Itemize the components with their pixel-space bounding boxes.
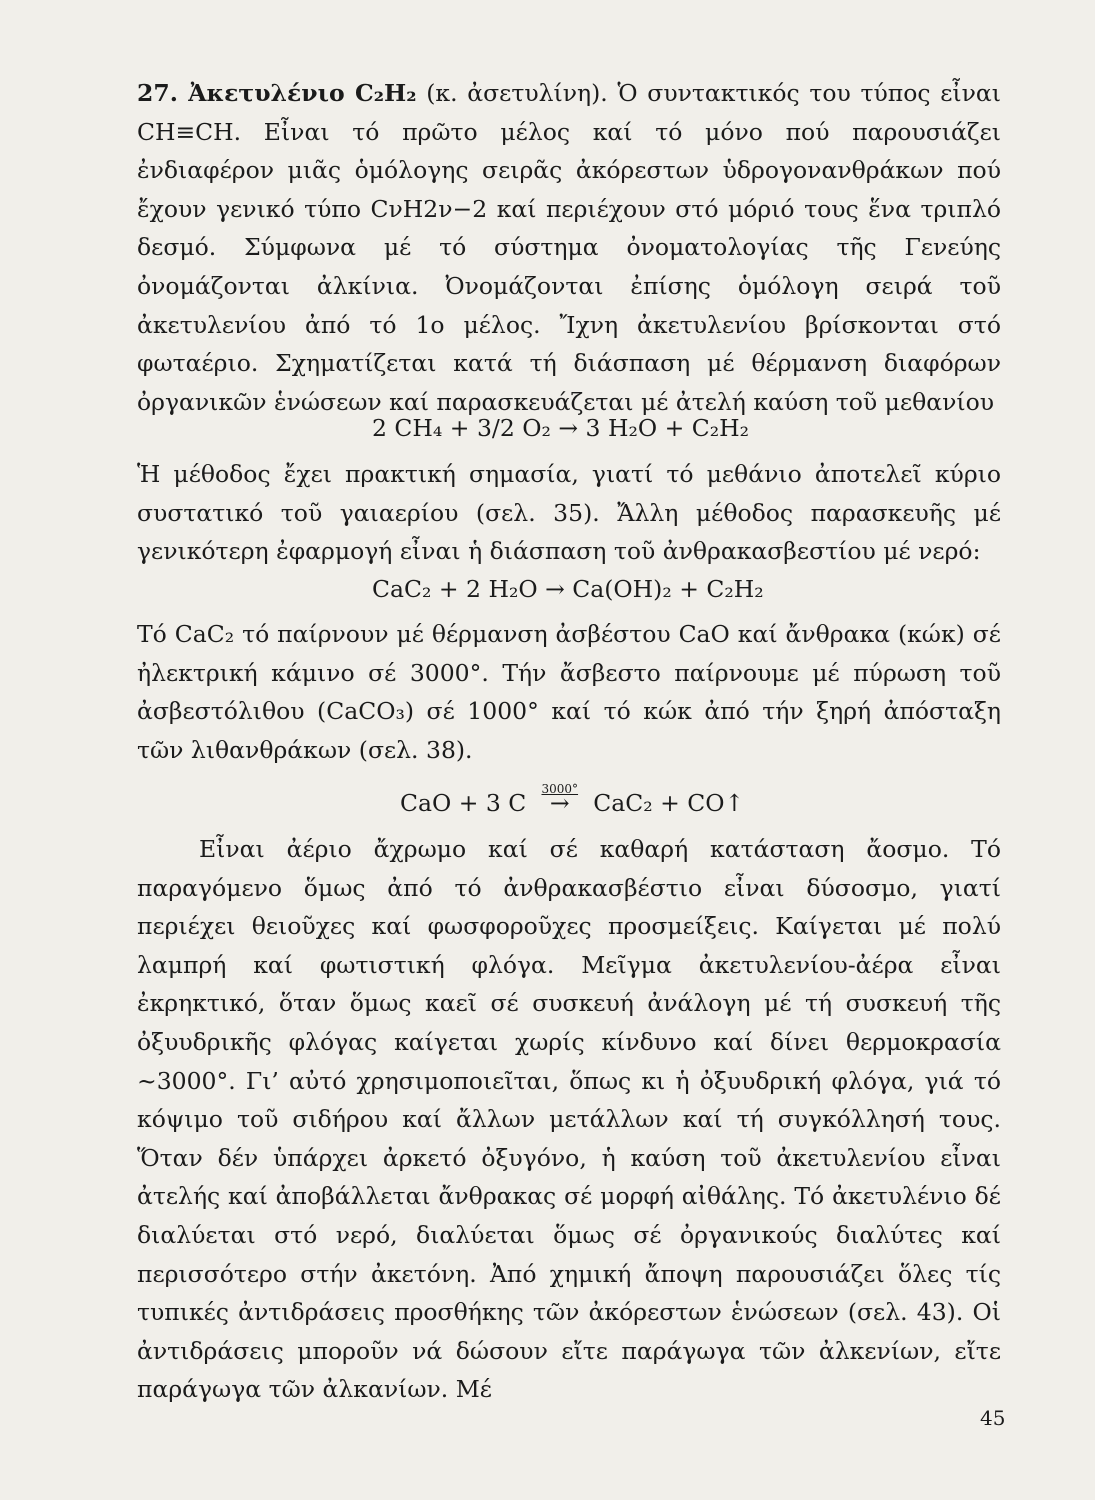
equation-right-side: CaC₂ + CO↑ xyxy=(593,789,745,817)
paragraph-1: (κ. ἀσετυλίνη). Ὁ συντακτικός του τύπος εἶναι CH≡CH. Εἶναι τό πρῶτο μέλος καί τό μόνο πού παρουσιάζει ἐνδιαφέρον μιᾶς ὁμόλογης σειρᾶς ἀκόρεστων ὑδρογονανθράκων πού ἔχουν γενικό τύπο CνH2ν−2 καί περιέχουν στό μόριό τους ἕνα τριπλό δεσμό. Σύμφωνα μέ τό σύστημα ὀνοματολογίας τῆς Γενεύης ὀνομάζονται ἀλκίνια. Ὀνομάζονται ἐπίσης ὁμόλογη σειρά τοῦ ἀκετυλενίου ἀπό τό 1ο μέλος. Ἴχνη ἀκετυλενίου βρίσκονται στό φωταέριο. Σχηματίζεται κατά τή διάσπαση μέ θέρμανση διαφόρων ὀργανικῶν ἑνώσεων καί παρασκευάζεται μέ ἀτελή καύση τοῦ μεθανίου xyxy=(137,79,1001,416)
paragraph-properties xyxy=(137,830,1001,1409)
paragraph-carbide xyxy=(137,615,1001,769)
paragraph-3: Τό CaC₂ τό παίρνουν μέ θέρμανση ἀσβέστου CaO καί ἄνθρακα (κώκ) σέ ἠλεκτρική κάμινο σέ 3000°. Τήν ἄσβεστο παίρνουμε μέ πύρωση τοῦ ἀσβεστόλιθου (CaCO₃) σέ 1000° καί τό κώκ ἀπό τήν ξηρή ἀπόσταξη τῶν λιθανθράκων (σελ. 38). xyxy=(137,620,1001,764)
reaction-condition: 3000° xyxy=(541,782,579,796)
paragraph-4: Εἶναι ἀέριο ἄχρωμο καί σέ καθαρή κατάσταση ἄοσμο. Τό παραγόμενο ὅμως ἀπό τό ἀνθρακασβέστιο εἶναι δύσοσμο, γιατί περιέχει θειοῦχες καί φωσφοροῦχες προσμείξεις. Καίγεται μέ πολύ λαμπρή καί φωτιστική φλόγα. Μεῖγμα ἀκετυλενίου-ἀέρα εἶναι ἐκρηκτικό, ὅταν ὅμως καεῖ σέ συσκευή ἀνάλογη μέ τή συσκευή τῆς ὀξυυδρικῆς φλόγας καίγεται χωρίς κίνδυνο καί δίνει θερμοκρασία ~3000°. Γι’ αὐτό χρησιμοποιεῖται, ὅπως κι ἡ ὀξυυδρική φλόγα, γιά τό κόψιμο τοῦ σιδήρου καί ἄλλων μετάλλων καί τή συγκόλλησή τους. Ὅταν δέν ὑπάρχει ἀρκετό ὀξυγόνο, ἡ καύση τοῦ ἀκετυλενίου εἶναι ἀτελής καί ἀποβάλλεται ἄνθρακας σέ μορφή αἰθάλης. Τό ἀκετυλένιο δέ διαλύεται στό νερό, διαλύεται ὅμως σέ ὀργανικούς διαλύτες καί περισσότερο στήν ἀκετόνη. Ἀπό χημική ἄποψη παρουσιάζει ὅλες τίς τυπικές ἀντιδράσεις προσθήκης τῶν ἀκόρεστων ἑνώσεων (σελ. 43). Οἱ ἀντιδράσεις μποροῦν νά δώσουν εἴτε παράγωγα τῶν ἀλκενίων, εἴτε παράγωγα τῶν ἀλκανίων. Μέ xyxy=(137,835,1001,1404)
paragraph-intro xyxy=(137,74,1001,421)
paragraph-method xyxy=(137,455,1001,571)
page-number: 45 xyxy=(980,1406,1006,1430)
section-heading: 27. Ἀκετυλένιο C₂H₂ xyxy=(137,79,417,107)
paragraph-2: Ἡ μέθοδος ἔχει πρακτική σημασία, γιατί τό μεθάνιο ἀποτελεῖ κύριο συστατικό τοῦ γαιαερίου (σελ. 35). Ἄλλη μέθοδος παρασκευῆς μέ γενικότερη ἐφαρμογή εἶναι ἡ διάσπαση τοῦ ἀνθρακασβεστίου μέ νερό: xyxy=(137,460,1001,566)
reaction-arrow: 3000° → xyxy=(534,788,586,818)
equation-carbide-hydrolysis: CaC₂ + 2 H₂O → Ca(OH)₂ + C₂H₂ xyxy=(372,575,764,603)
equation-carbide-formation xyxy=(400,782,745,818)
equation-left-side: CaO + 3 C xyxy=(400,789,527,817)
equation-methane-combustion: 2 CH₄ + 3/2 O₂ → 3 H₂O + C₂H₂ xyxy=(372,414,750,442)
